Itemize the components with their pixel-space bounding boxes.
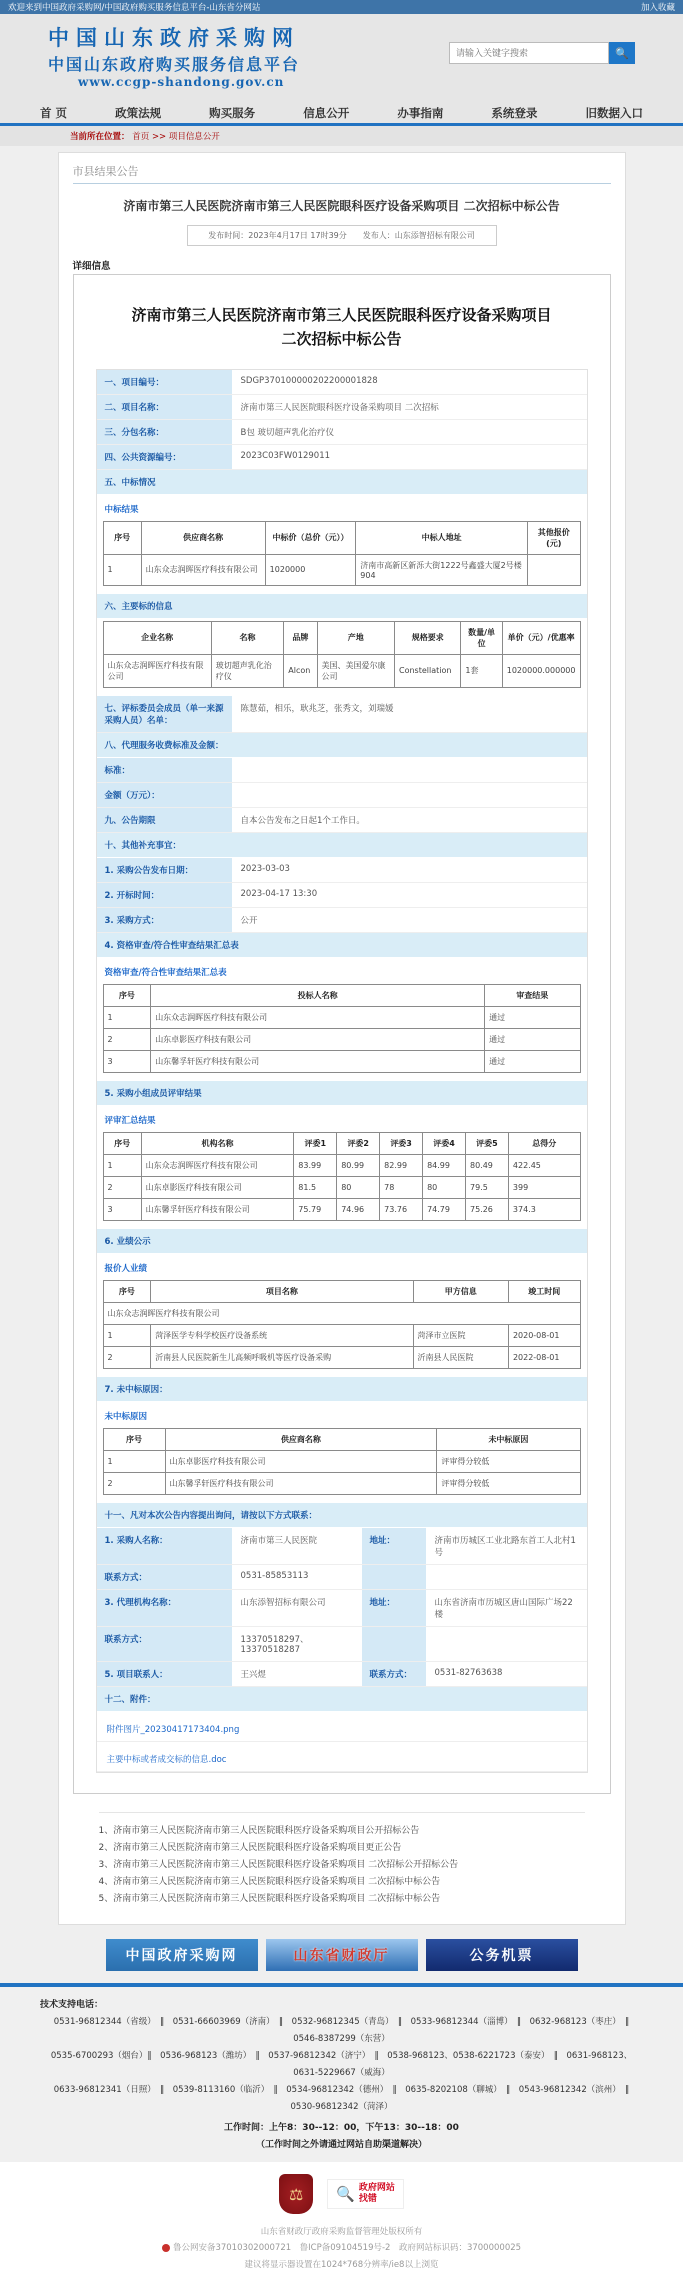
detail-row-label: 一、项目编号：: [97, 370, 233, 394]
breadcrumb-home-link[interactable]: 首页: [132, 132, 150, 142]
table-row: [103, 1006, 580, 1028]
detail-row-label: 四、公共资源编号：: [97, 445, 233, 469]
table-row: [103, 554, 580, 585]
table-cell: 2020-08-01: [508, 1324, 580, 1346]
table-cell: 79.5: [465, 1176, 508, 1198]
banner-1[interactable]: 中国政府采购网: [106, 1939, 258, 1971]
logo-line2: 中国山东政府购买服务信息平台: [48, 55, 301, 74]
table-row: [103, 1302, 580, 1324]
announcement-body: [73, 274, 611, 1794]
breadcrumb: [0, 126, 683, 146]
contact-row-label: 联系方式：: [97, 1565, 233, 1589]
nav-item-2[interactable]: 政策法规: [115, 105, 162, 120]
table-cell: 菏泽市立医院: [413, 1324, 508, 1346]
related-announcements: [99, 1812, 585, 1908]
contact-row: [97, 1627, 587, 1662]
support-phone-line-3: 0633-96812341（日照） ‖ 0539-8113160（临沂） ‖ 0534-96812342（德州） ‖ 0635-8202108（聊城） ‖ 0543-96812342（滨州） ‖ 0530-96812342（菏泽）: [53, 2085, 638, 2113]
section-header-row: 十一、凡对本次公告内容提出询问，请按以下方式联系：: [97, 1503, 587, 1528]
table-cell: 2: [103, 1176, 141, 1198]
table-header-cell: 评委1: [294, 1132, 337, 1154]
related-link-1[interactable]: 1、济南市第三人民医院济南市第三人民医院眼科医疗设备采购项目公开招标公告: [98, 1825, 420, 1836]
table-subtitle: 评审汇总结果: [97, 1106, 587, 1130]
table-header-cell: 评委3: [380, 1132, 423, 1154]
contact-row-label: 联系方式：: [97, 1627, 233, 1661]
table-cell: 山东众志润晖医疗科技有限公司: [151, 1006, 485, 1028]
contact-row-value2: [427, 1565, 587, 1589]
table-cell: 80: [423, 1176, 466, 1198]
table-cell: 通过: [485, 1050, 580, 1072]
site-header: [0, 14, 683, 102]
logo-line1: 中国山东政府采购网: [48, 25, 300, 50]
badge-find-line2: 找错: [358, 2194, 377, 2205]
detail-row-value: 2023-04-17 13:30: [240, 888, 318, 899]
nav-item-7[interactable]: 旧数据入口: [585, 105, 643, 120]
detail-row-value: 自本公告发布之日起1个工作日。: [240, 815, 365, 826]
detail-row-label: 三、分包名称：: [97, 420, 233, 444]
magnifier-icon: 🔍: [336, 2185, 355, 2204]
table-cell: 75.26: [465, 1198, 508, 1220]
table-header-cell: 产地: [317, 621, 395, 654]
search-icon: 🔍: [615, 47, 629, 60]
nav-item-6[interactable]: 系统登录: [491, 105, 538, 120]
table-cell: 1: [103, 1006, 151, 1028]
badge-find-line1: 政府网站: [358, 2183, 395, 2194]
table-header-cell: 序号: [103, 1132, 141, 1154]
table-row: [103, 1028, 580, 1050]
subject-info-table: [103, 621, 581, 688]
table-row: [103, 1050, 580, 1072]
table-header-cell: 总得分: [508, 1132, 580, 1154]
contact-row-value: 王兴煜: [240, 1669, 267, 1680]
panel-section-title: 市县结果公告: [73, 163, 611, 184]
table-cell: 399: [508, 1176, 580, 1198]
table-header-cell: 竣工时间: [508, 1280, 580, 1302]
table-subtitle: 未中标原因: [97, 1402, 587, 1426]
contact-row-value: 济南市第三人民医院: [240, 1535, 318, 1546]
detail-row-value: SDGP370100000202200001828: [240, 375, 378, 386]
detail-row: [97, 420, 587, 445]
table-cell: Alcon: [284, 654, 317, 687]
banner-3[interactable]: 公务机票: [426, 1939, 578, 1971]
table-cell: 374.3: [508, 1198, 580, 1220]
contact-row: [97, 1528, 587, 1565]
logo-url: www.ccgp-shandong.gov.cn: [78, 75, 285, 89]
table-row: [103, 1198, 580, 1220]
gov-site-error-report-badge[interactable]: [327, 2179, 404, 2209]
detail-row-value: 公开: [240, 915, 258, 926]
section-header-row: 五、中标情况: [97, 470, 587, 495]
nav-item-1[interactable]: 首 页: [40, 105, 68, 120]
detail-row-value: [233, 783, 587, 807]
table-cell: 1: [103, 1324, 151, 1346]
table-header-cell: 投标人名称: [151, 984, 485, 1006]
winning-result-table-wrap: [97, 519, 587, 594]
table-cell: 1020000.000000: [502, 654, 580, 687]
banner-2[interactable]: 山东省财政厅: [266, 1939, 418, 1971]
table-cell: 73.76: [380, 1198, 423, 1220]
document-title-line1: 济南市第三人民医院济南市第三人民医院眼科医疗设备采购项目: [131, 305, 552, 324]
detail-table: [96, 369, 588, 1773]
table-row: [103, 1176, 580, 1198]
detail-row-label: 二、项目名称：: [97, 395, 233, 419]
contact-row-label: 3. 代理机构名称：: [97, 1590, 233, 1626]
support-phone-line-1: 0531-96812344（省级） ‖ 0531-66603969（济南） ‖ 0532-96812345（青岛） ‖ 0533-96812344（淄博） ‖ 0632-968123（枣庄） ‖ 0546-8387299（东营）: [53, 2017, 638, 2045]
trust-site-badge[interactable]: [279, 2174, 313, 2214]
section-header-row: 6. 业绩公示: [97, 1229, 587, 1254]
contact-row-label2: 地址：: [361, 1590, 427, 1626]
performance-table-wrap: [97, 1278, 587, 1377]
table-cell: 2: [103, 1346, 151, 1368]
table-cell: 80: [337, 1176, 380, 1198]
related-link-2[interactable]: 2、济南市第三人民医院济南市第三人民医院眼科医疗设备采购项目更正公告: [98, 1842, 402, 1853]
contact-row-value2: 0531-82763638: [434, 1667, 503, 1678]
nav-item-3[interactable]: 购买服务: [209, 105, 256, 120]
detail-row: [97, 858, 587, 883]
support-phone-list: [40, 2014, 643, 2116]
table-cell: 78: [380, 1176, 423, 1198]
publish-meta: 发布时间：2023年4月17日 17时39分 发布人：山东添智招标有限公司: [187, 225, 497, 246]
table-row: [103, 1346, 580, 1368]
table-cell: 1: [103, 1450, 165, 1472]
table-header-cell: 项目名称: [151, 1280, 413, 1302]
table-cell: 通过: [485, 1028, 580, 1050]
section-header-row: 八、代理服务收费标准及金额：: [97, 733, 587, 758]
not-winning-table: [103, 1428, 581, 1495]
detail-row-label: 七、评标委员会成员（单一来源采购人员）名单：: [97, 696, 233, 732]
contact-row-label2: 联系方式：: [361, 1662, 427, 1686]
contact-row: [97, 1590, 587, 1627]
table-header-cell: 序号: [103, 984, 151, 1006]
shield-icon: ⚖: [288, 2184, 304, 2204]
table-cell: 山东众志润晖医疗科技有限公司: [103, 654, 211, 687]
score-summary-table: [103, 1132, 581, 1221]
not-winning-table-wrap: [97, 1426, 587, 1503]
table-cell: 通过: [485, 1006, 580, 1028]
attachment-link[interactable]: 主要中标或者成交标的信息.doc: [106, 1754, 227, 1765]
qualification-review-table-wrap: [97, 982, 587, 1081]
table-cell: 1020000: [265, 554, 356, 585]
table-cell: 74.79: [423, 1198, 466, 1220]
table-cell: 83.99: [294, 1154, 337, 1176]
attachment-row: [97, 1742, 587, 1772]
table-cell: 济南市高新区新泺大街1222号鑫盛大厦2号楼904: [356, 554, 528, 585]
table-cell: 菏泽医学专科学校医疗设备系统: [151, 1324, 413, 1346]
announcement-title: 济南市第三人民医院济南市第三人民医院眼科医疗设备采购项目 二次招标中标公告: [123, 199, 560, 213]
subject-info-table-wrap: [97, 619, 587, 696]
table-cell: 3: [103, 1198, 141, 1220]
contact-row-value2: 济南市历城区工业北路东首工人北村1号: [434, 1535, 576, 1558]
table-header-cell: 名称: [211, 621, 284, 654]
document-title: [94, 303, 590, 351]
work-hours: 工作时间：上午8：30--12：00，下午13：30--18：00: [224, 2123, 459, 2134]
beian-text: 鲁公网安备37010302000721 鲁ICP备09104519号-2 政府网站标识码：3700000025: [0, 2240, 683, 2256]
content-panel: [58, 152, 626, 1925]
detail-row: [97, 883, 587, 908]
table-cell: 美国、美国爱尔康公司: [317, 654, 395, 687]
table-cell: 沂南县人民医院新生儿高频呼吸机等医疗设备采购: [151, 1346, 413, 1368]
table-cell: 84.99: [423, 1154, 466, 1176]
table-cell: 81.5: [294, 1176, 337, 1198]
top-bar: [0, 0, 683, 14]
table-cell: 82.99: [380, 1154, 423, 1176]
table-header-cell: 未中标原因: [437, 1428, 580, 1450]
contact-row-value2: 山东省济南市历城区唐山国际广场22楼: [434, 1597, 573, 1620]
footer-bottom: [0, 2162, 683, 2286]
table-header-cell: 品牌: [284, 621, 317, 654]
table-cell: 80.49: [465, 1154, 508, 1176]
table-header-cell: 甲方信息: [413, 1280, 508, 1302]
footer-badges: [0, 2174, 683, 2214]
table-subtitle: 中标结果: [97, 495, 587, 519]
work-hours-note: （工作时间之外请通过网站自助渠道解决）: [255, 2140, 427, 2151]
table-cell: 3: [103, 1050, 151, 1072]
table-cell: 山东卓影医疗科技有限公司: [151, 1028, 485, 1050]
table-header-cell: 供应商名称: [165, 1428, 437, 1450]
section-header-row: 4. 资格审查/符合性审查结果汇总表: [97, 933, 587, 958]
detail-row-value: 2023C03FW0129011: [240, 450, 331, 461]
table-row: [103, 1324, 580, 1346]
table-cell: 评审得分较低: [437, 1450, 580, 1472]
detail-row-label: 1. 采购公告发布日期：: [97, 858, 233, 882]
table-row: [103, 1472, 580, 1494]
detail-row: [97, 445, 587, 470]
detail-row: [97, 908, 587, 933]
contact-row-label: 5. 项目联系人：: [97, 1662, 233, 1686]
table-header-cell: 序号: [103, 1428, 165, 1450]
contact-row-value2: [427, 1627, 587, 1661]
table-row: [103, 1154, 580, 1176]
section-header-row: 六、主要标的信息: [97, 594, 587, 619]
nav-item-5[interactable]: 办事指南: [397, 105, 444, 120]
support-phone-line-2: 0535-6700293（烟台）‖ 0536-968123（潍坊） ‖ 0537-96812342（济宁） ‖ 0538-968123、0538-6221723（泰安） ‖ 0631-968123、0631-5229667（威海）: [50, 2051, 633, 2079]
table-cell: 山东卓影医疗科技有限公司: [141, 1176, 294, 1198]
contact-row-label: 1. 采购人名称：: [97, 1528, 233, 1564]
detail-row-label: 标准：: [97, 758, 233, 782]
table-header-cell: 评委2: [337, 1132, 380, 1154]
table-cell: 422.45: [508, 1154, 580, 1176]
contact-row: [97, 1565, 587, 1590]
detail-row-value: 2023-03-03: [240, 863, 290, 874]
detail-row: [97, 783, 587, 808]
detail-row-value: 陈慧茹，相乐，耿兆芝，张秀文，刘瑞媛: [240, 703, 394, 714]
section-header-row: 十、其他补充事宜：: [97, 833, 587, 858]
section-header-row: 十二、附件：: [97, 1687, 587, 1712]
table-row: [103, 654, 580, 687]
table-header-cell: 序号: [103, 1280, 151, 1302]
search-input[interactable]: [449, 42, 609, 64]
detail-info-label: 详细信息: [72, 260, 111, 272]
table-cell: [528, 554, 580, 585]
table-cell: Constellation: [395, 654, 461, 687]
detail-row-label: 2. 开标时间：: [97, 883, 233, 907]
detail-row: [97, 395, 587, 420]
nav-item-4[interactable]: 信息公开: [303, 105, 350, 120]
table-cell: 2: [103, 1028, 151, 1050]
table-header-cell: 中标价（总价（元））: [265, 521, 356, 554]
table-header-cell: 其他报价(元): [528, 521, 580, 554]
detail-row: [97, 808, 587, 833]
search-bar: [449, 42, 635, 64]
table-header-cell: 评委5: [465, 1132, 508, 1154]
section-header-row: 5. 采购小组成员评审结果: [97, 1081, 587, 1106]
detail-row-value: [233, 758, 587, 782]
contact-row-label2: 地址：: [361, 1528, 427, 1564]
table-header-cell: 数量/单位: [461, 621, 502, 654]
table-subtitle: 报价人业绩: [97, 1254, 587, 1278]
performance-table: [103, 1280, 581, 1369]
breadcrumb-current-link[interactable]: 项目信息公开: [168, 132, 220, 142]
table-subtitle: 资格审查/符合性审查结果汇总表: [97, 958, 587, 982]
table-cell: 山东馨孚轩医疗科技有限公司: [141, 1198, 294, 1220]
detail-row: [97, 370, 587, 395]
add-favorite-link[interactable]: 加入收藏: [640, 3, 675, 13]
table-cell: 山东众志润晖医疗科技有限公司: [141, 554, 265, 585]
table-cell: 评审得分较低: [437, 1472, 580, 1494]
detail-row-value: B包 玻切超声乳化治疗仪: [240, 427, 335, 438]
attachment-row: [97, 1712, 587, 1742]
breadcrumb-prefix: 当前所在位置：: [70, 132, 130, 142]
contact-row-value: 山东添智招标有限公司: [240, 1597, 326, 1608]
score-summary-table-wrap: [97, 1130, 587, 1229]
table-cell: 1套: [461, 654, 502, 687]
detail-row-label: 金额（万元）：: [97, 783, 233, 807]
badge-find-text: [359, 2183, 395, 2205]
detail-row-label: 3. 采购方式：: [97, 908, 233, 932]
table-cell: 80.99: [337, 1154, 380, 1176]
detail-row: [97, 758, 587, 783]
table-cell: 75.79: [294, 1198, 337, 1220]
table-cell: 74.96: [337, 1198, 380, 1220]
detail-row-value: 济南市第三人民医院眼科医疗设备采购项目 二次招标: [240, 402, 439, 413]
partner-banners: [0, 1939, 683, 1971]
table-header-cell: 机构名称: [141, 1132, 294, 1154]
related-link-4[interactable]: 4、济南市第三人民医院济南市第三人民医院眼科医疗设备采购项目 二次招标中标公告: [98, 1877, 441, 1888]
copyright-text: 山东省财政厅政府采购监督管理处版权所有: [260, 2227, 423, 2238]
table-cell: 山东馨孚轩医疗科技有限公司: [165, 1472, 437, 1494]
table-span-cell: 山东众志润晖医疗科技有限公司: [103, 1302, 580, 1324]
table-header-cell: 供应商名称: [141, 521, 265, 554]
document-title-line2: 二次招标中标公告: [281, 329, 402, 348]
table-header-cell: 单价（元）/优惠率: [502, 621, 580, 654]
contact-row-value: 13370518297、13370518287: [240, 1634, 309, 1655]
tech-support-label: 技术支持电话：: [40, 2000, 104, 2011]
footer-support: [0, 1987, 683, 2162]
attachment-link[interactable]: 附件图片_20230417173404.png: [106, 1724, 240, 1735]
section-header-row: 7. 未中标原因：: [97, 1377, 587, 1402]
contact-row-label2: [361, 1627, 427, 1661]
resolution-tip: 建议将显示器设置在1024*768分辨率/ie8以上浏览: [244, 2259, 439, 2270]
table-header-cell: 规格要求: [395, 621, 461, 654]
table-cell: 沂南县人民医院: [413, 1346, 508, 1368]
table-cell: 山东众志润晖医疗科技有限公司: [141, 1154, 294, 1176]
table-cell: 山东卓影医疗科技有限公司: [165, 1450, 437, 1472]
main-nav: [0, 102, 683, 126]
table-header-cell: 评委4: [423, 1132, 466, 1154]
table-row: [103, 1450, 580, 1472]
table-cell: 山东馨孚轩医疗科技有限公司: [151, 1050, 485, 1072]
search-button[interactable]: [609, 42, 635, 64]
table-header-cell: 序号: [103, 521, 141, 554]
contact-row-label2: [361, 1565, 427, 1589]
table-cell: 2022-08-01: [508, 1346, 580, 1368]
related-link-5[interactable]: 5、济南市第三人民医院济南市第三人民医院眼科医疗设备采购项目 二次招标中标公告: [98, 1894, 441, 1905]
welcome-text: 欢迎来到中国政府采购网/中国政府购买服务信息平台-山东省分网站: [8, 3, 261, 13]
breadcrumb-separator: >>: [151, 132, 167, 142]
table-cell: 玻切超声乳化治疗仪: [211, 654, 284, 687]
related-link-3[interactable]: 3、济南市第三人民医院济南市第三人民医院眼科医疗设备采购项目 二次招标公开招标公告: [98, 1859, 459, 1870]
detail-row-label: 九、公告期限: [97, 808, 233, 832]
contact-row: [97, 1662, 587, 1687]
table-header-cell: 企业名称: [103, 621, 211, 654]
winning-result-table: [103, 521, 581, 586]
qualification-review-table: [103, 984, 581, 1073]
detail-row: [97, 696, 587, 733]
table-cell: 1: [103, 1154, 141, 1176]
table-header-cell: 中标人地址: [356, 521, 528, 554]
table-header-cell: 审查结果: [485, 984, 580, 1006]
table-cell: 2: [103, 1472, 165, 1494]
contact-row-value: 0531-85853113: [240, 1570, 309, 1581]
police-emblem-icon: [162, 2244, 170, 2252]
table-cell: 1: [103, 554, 141, 585]
